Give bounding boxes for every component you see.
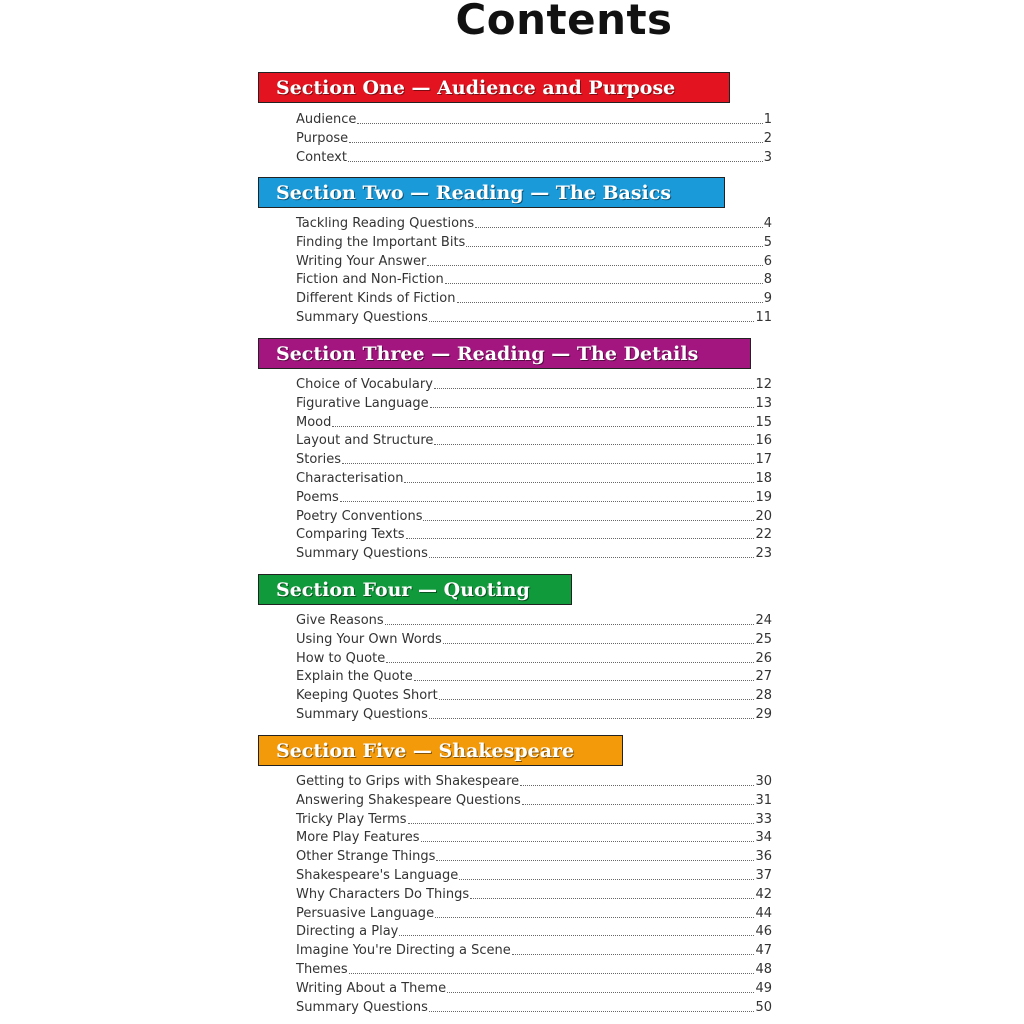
dot-leader [423,519,754,521]
toc-entry-page-number: 18 [755,471,772,486]
toc-entry [296,884,772,903]
toc-entry [296,865,772,884]
toc-entry [296,269,772,288]
toc-entry-title: Layout and Structure [296,433,434,449]
dot-leader [429,556,755,558]
toc-entry [296,232,772,251]
dot-leader [408,822,755,824]
toc-entry-page-number: 19 [755,489,772,505]
toc-entry-title: Fiction and Non-Fiction [296,272,444,288]
toc-entry-title: Explain the Quote [296,669,413,685]
dot-leader [520,784,754,786]
toc-entry [296,685,772,704]
toc-entry [296,430,772,449]
toc-entry-page-number: 6 [763,253,772,269]
toc-entry [296,846,772,865]
toc-entry [296,213,772,232]
toc-entry [296,506,772,525]
toc-entry [296,809,772,828]
toc-entry-title: Choice of Vocabulary [296,377,433,392]
dot-leader [404,481,754,483]
toc-entry-page-number: 33 [755,811,772,827]
toc-entry [296,251,772,270]
dot-leader [475,226,763,228]
dot-leader [512,953,755,955]
toc-entry-page-number: 46 [755,924,772,940]
section-heading: Section Two — Reading — The Basics [258,177,725,208]
toc-entry-title: Give Reasons [296,613,384,628]
toc-entry-title: Keeping Quotes Short [296,688,438,704]
section-heading: Section One — Audience and Purpose [258,72,730,103]
dot-leader [457,301,763,303]
toc-entry-page-number: 11 [755,310,772,325]
toc-entry-page-number: 3 [763,149,772,165]
toc-entry-page-number: 48 [755,962,772,977]
dot-leader [439,698,755,700]
toc-entry-title: Tricky Play Terms [296,811,407,827]
dot-leader [434,443,754,445]
toc-entry [296,997,772,1016]
dot-leader [414,679,755,681]
toc-entry [296,940,772,959]
toc-entry-page-number: 4 [763,216,772,231]
toc-entry-title: Summary Questions [296,999,428,1015]
dot-leader [399,934,754,936]
toc-entry-title: Getting to Grips with Shakespeare [296,774,520,789]
toc-entry-page-number: 8 [763,272,772,288]
dot-leader [436,859,754,861]
toc-entry [296,468,772,487]
toc-entry [296,704,772,723]
toc-entry-title: Summary Questions [296,546,428,562]
toc-entry [296,790,772,809]
toc-entry-title: Stories [296,452,342,468]
toc-entry-title: Context [296,149,347,165]
toc-entry-title: More Play Features [296,830,420,846]
toc-entry [296,959,772,978]
toc-entry-page-number: 37 [755,868,772,883]
section-heading: Section Five — Shakespeare [258,735,623,766]
toc-entry [296,109,772,128]
toc-entry-title: Poems [296,489,339,505]
toc-entry-title: Other Strange Things [296,849,436,865]
toc-entry [296,487,772,506]
toc-entry-title: Mood [296,414,332,430]
dot-leader [342,462,754,464]
toc-entry-title: Different Kinds of Fiction [296,291,456,307]
toc-entry-page-number: 34 [755,830,772,846]
toc-entry-page-number: 27 [755,669,772,685]
toc-entry [296,921,772,940]
dot-leader [443,642,755,644]
toc-entry [296,629,772,648]
toc-entry-title: Figurative Language [296,395,429,411]
dot-leader [429,320,755,322]
toc-entry [296,374,772,393]
dot-leader [459,878,754,880]
dot-leader [470,897,754,899]
dot-leader [447,991,754,993]
toc-entry-title: Persuasive Language [296,905,435,921]
dot-leader [434,387,755,389]
toc-entry [296,412,772,431]
toc-entry-title: Finding the Important Bits [296,234,466,250]
toc-entry-page-number: 24 [755,613,772,628]
toc-entry-page-number: 2 [763,130,772,146]
toc-entry [296,827,772,846]
toc-entry-page-number: 12 [755,377,772,392]
toc-entry [296,666,772,685]
toc-entry-page-number: 49 [755,980,772,996]
toc-entry-title: Shakespeare's Language [296,868,459,883]
toc-entry-page-number: 17 [755,452,772,468]
toc-entry-title: Purpose [296,130,349,146]
toc-entry-page-number: 42 [755,886,772,902]
dot-leader [386,661,754,663]
toc-entry-page-number: 36 [755,849,772,865]
toc-entry-page-number: 26 [755,650,772,666]
toc-entry-page-number: 47 [755,943,772,959]
toc-entry-title: Directing a Play [296,924,399,940]
toc-entry [296,543,772,562]
toc-entry-page-number: 22 [755,527,772,543]
dot-leader [429,717,755,719]
toc-entry [296,978,772,997]
dot-leader [349,972,755,974]
page-title: Contents [455,0,673,44]
toc-entry-page-number: 29 [755,707,772,722]
toc-entry-page-number: 30 [755,774,772,789]
toc-entry-page-number: 25 [755,631,772,647]
dot-leader [332,425,754,427]
toc-entry [296,610,772,629]
toc-entry [296,771,772,790]
toc-entry-title: Writing About a Theme [296,980,447,996]
toc-entry-title: Summary Questions [296,707,428,722]
toc-entry-title: Answering Shakespeare Questions [296,792,521,808]
dot-leader [406,537,755,539]
dot-leader [522,803,755,805]
section-heading: Section Four — Quoting [258,574,572,605]
toc-entry-page-number: 28 [755,688,772,704]
toc-entry [296,393,772,412]
toc-entry-title: Characterisation [296,471,404,486]
dot-leader [430,406,755,408]
toc-entry [296,147,772,166]
toc-entry [296,524,772,543]
toc-entry [296,288,772,307]
toc-entry-title: Audience [296,112,357,127]
toc-entry-page-number: 1 [763,112,772,127]
dot-leader [427,264,762,266]
dot-leader [340,500,755,502]
toc-entry-title: Imagine You're Directing a Scene [296,943,511,959]
toc-entry-title: Tackling Reading Questions [296,216,475,231]
toc-entry-page-number: 31 [755,792,772,808]
dot-leader [357,122,762,124]
dot-leader [421,840,755,842]
dot-leader [466,245,762,247]
toc-entry-page-number: 15 [755,414,772,430]
section-heading: Section Three — Reading — The Details [258,338,751,369]
toc-entry-page-number: 9 [763,291,772,307]
toc-entry-title: Summary Questions [296,310,428,325]
toc-entry-page-number: 20 [755,508,772,524]
toc-entry-title: How to Quote [296,650,386,666]
toc-entry-title: Why Characters Do Things [296,886,470,902]
toc-entry-page-number: 23 [755,546,772,562]
dot-leader [435,916,754,918]
toc-entry [296,648,772,667]
toc-entry-page-number: 50 [755,999,772,1015]
toc-entry-page-number: 16 [755,433,772,449]
toc-entry-page-number: 5 [763,234,772,250]
toc-entry-page-number: 44 [755,905,772,921]
dot-leader [445,282,763,284]
toc-entry-title: Comparing Texts [296,527,405,543]
dot-leader [429,1010,755,1012]
toc-entry [296,307,772,326]
toc-entry-title: Writing Your Answer [296,253,427,269]
dot-leader [385,623,755,625]
toc-entry-page-number: 13 [755,395,772,411]
dot-leader [349,141,763,143]
toc-entry-title: Themes [296,962,348,977]
toc-entry-title: Using Your Own Words [296,631,442,647]
toc-entry [296,903,772,922]
toc-entry [296,128,772,147]
dot-leader [348,160,763,162]
toc-entry [296,449,772,468]
toc-entry-title: Poetry Conventions [296,508,423,524]
